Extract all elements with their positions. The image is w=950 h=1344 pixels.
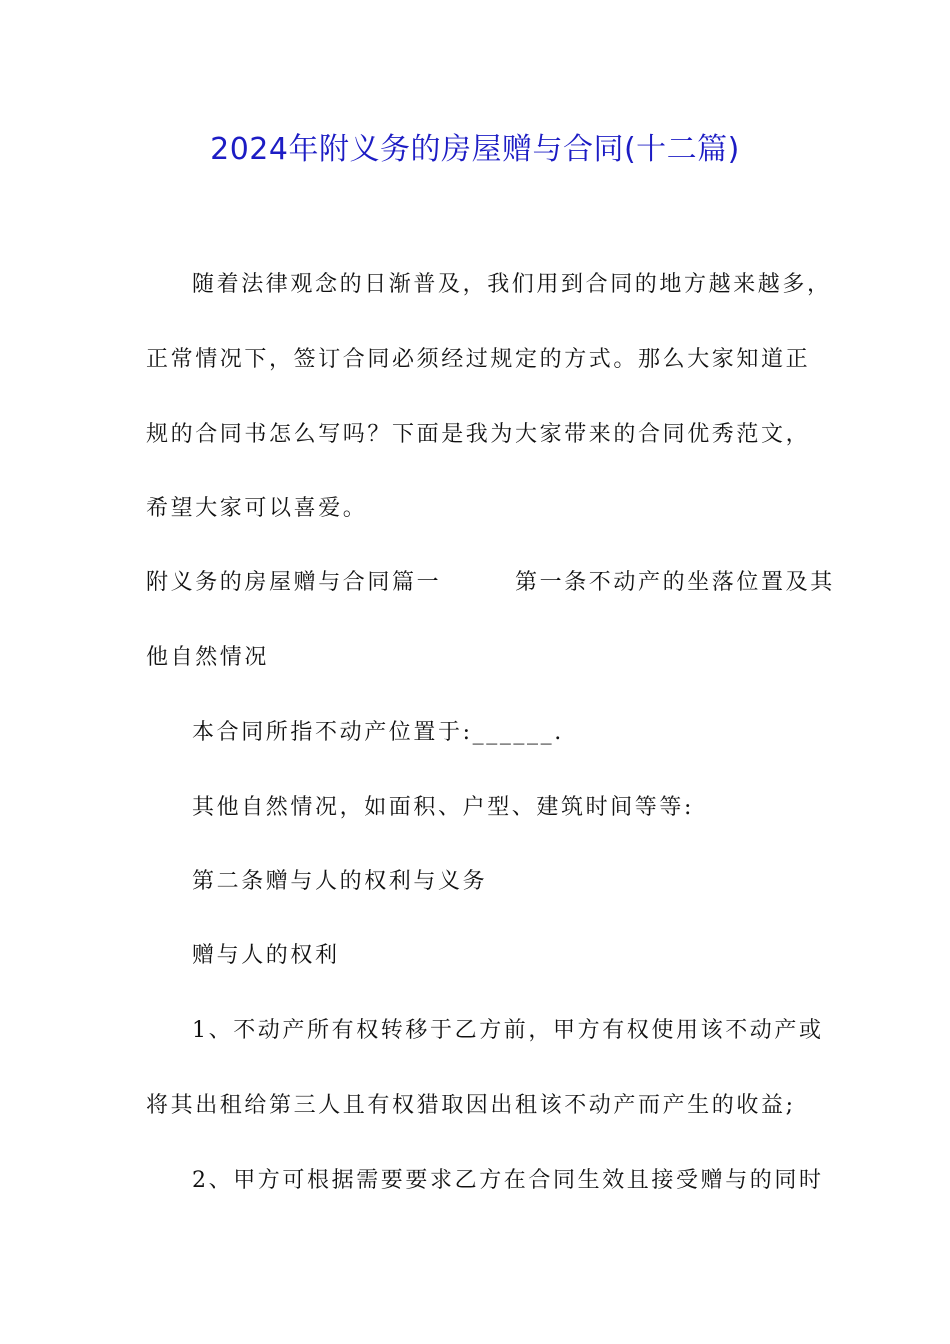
subheading-donor-rights: 赠与人的权利: [192, 943, 340, 968]
clause-heading-2: 第二条赠与人的权利与义务: [192, 869, 488, 894]
body-line-4: 希望大家可以喜爱。: [146, 496, 368, 521]
body-line-2: 正常情况下，签订合同必须经过规定的方式。那么大家知道正: [146, 347, 811, 372]
document-title: 2024年附义务的房屋赠与合同(十二篇): [210, 132, 740, 167]
body-line-13: 2、甲方可根据需要要求乙方在合同生效且接受赠与的同时: [192, 1168, 824, 1193]
body-line-11: 1、不动产所有权转移于乙方前，甲方有权使用该不动产或: [192, 1018, 824, 1043]
body-line-7: 本合同所指不动产位置于:______.: [192, 720, 564, 745]
body-line-12: 将其出租给第三人且有权猎取因出租该不动产而产生的收益;: [146, 1093, 796, 1118]
body-line-8: 其他自然情况，如面积、户型、建筑时间等等:: [192, 795, 695, 820]
body-line-3: 规的合同书怎么写吗？下面是我为大家带来的合同优秀范文，: [146, 422, 811, 447]
body-line-6: 他自然情况: [146, 645, 270, 670]
body-line-1: 随着法律观念的日渐普及，我们用到合同的地方越来越多，: [192, 272, 832, 297]
section-heading-line: 附义务的房屋赠与合同篇一 第一条不动产的坐落位置及其: [146, 570, 835, 595]
